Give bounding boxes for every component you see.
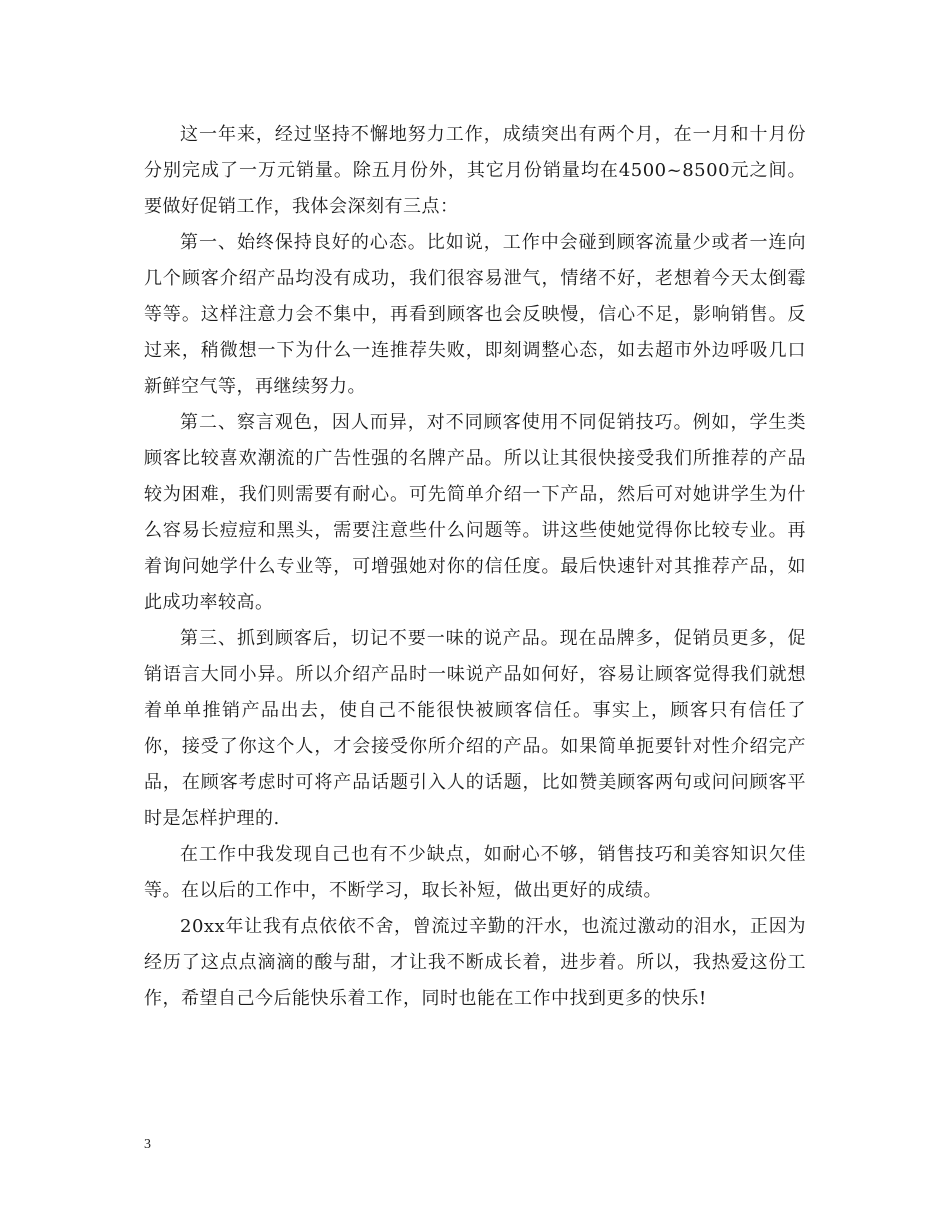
document-body [144,117,806,1017]
paragraph-intro: 这一年来，经过坚持不懈地努力工作，成绩突出有两个月，在一月和十月份分别完成了一万元销量。除五月份外，其它月份销量均在4500~8500元之间。 要做好促销工作，我体会深刻有三点： [144,124,806,217]
page-number: 3 [144,1137,151,1152]
paragraph-conclusion: 20xx年让我有点依依不舍，曾流过辛勤的汗水，也流过激动的泪水，正因为经历了这点点滴滴的酸与甜，才让我不断成长着，进步着。所以，我热爱这份工作，希望自己今后能快乐着工作，同时也能在工作中找到更多的快乐! [144,916,806,1009]
paragraph-shortcomings: 在工作中我发现自己也有不少缺点，如耐心不够，销售技巧和美容知识欠佳等。在以后的工作中，不断学习，取长补短，做出更好的成绩。 [144,844,806,901]
paragraph-point-two: 第二、察言观色，因人而异，对不同顾客使用不同促销技巧。例如，学生类顾客比较喜欢潮流的广告性强的名牌产品。所以让其很快接受我们所推荐的产品较为困难，我们则需要有耐心。可先简单介绍一下产品，然后可对她讲学生为什么容易长痘痘和黑头，需要注意些什么问题等。讲这些使她觉得你比较专业。再着询问她学什么专业等，可增强她对你的信任度。最后快速针对其推荐产品，如此成功率较高。 [144,412,806,613]
paragraph-point-three: 第三、抓到顾客后，切记不要一味的说产品。现在品牌多，促销员更多，促销语言大同小异。所以介绍产品时一味说产品如何好，容易让顾客觉得我们就想着单单推销产品出去，使自己不能很快被顾客信任。事实上，顾客只有信任了你，接受了你这个人，才会接受你所介绍的产品。如果简单扼要针对性介绍完产品，在顾客考虑时可将产品话题引入人的话题，比如赞美顾客两句或问问顾客平时是怎样护理的. [144,628,806,829]
paragraph-point-one: 第一、始终保持良好的心态。比如说，工作中会碰到顾客流量少或者一连向几个顾客介绍产品均没有成功，我们很容易泄气，情绪不好，老想着今天太倒霉等等。这样注意力会不集中，再看到顾客也会反映慢，信心不足，影响销售。反过来，稍微想一下为什么一连推荐失败，即刻调整心态，如去超市外边呼吸几口新鲜空气等，再继续努力。 [144,232,806,397]
